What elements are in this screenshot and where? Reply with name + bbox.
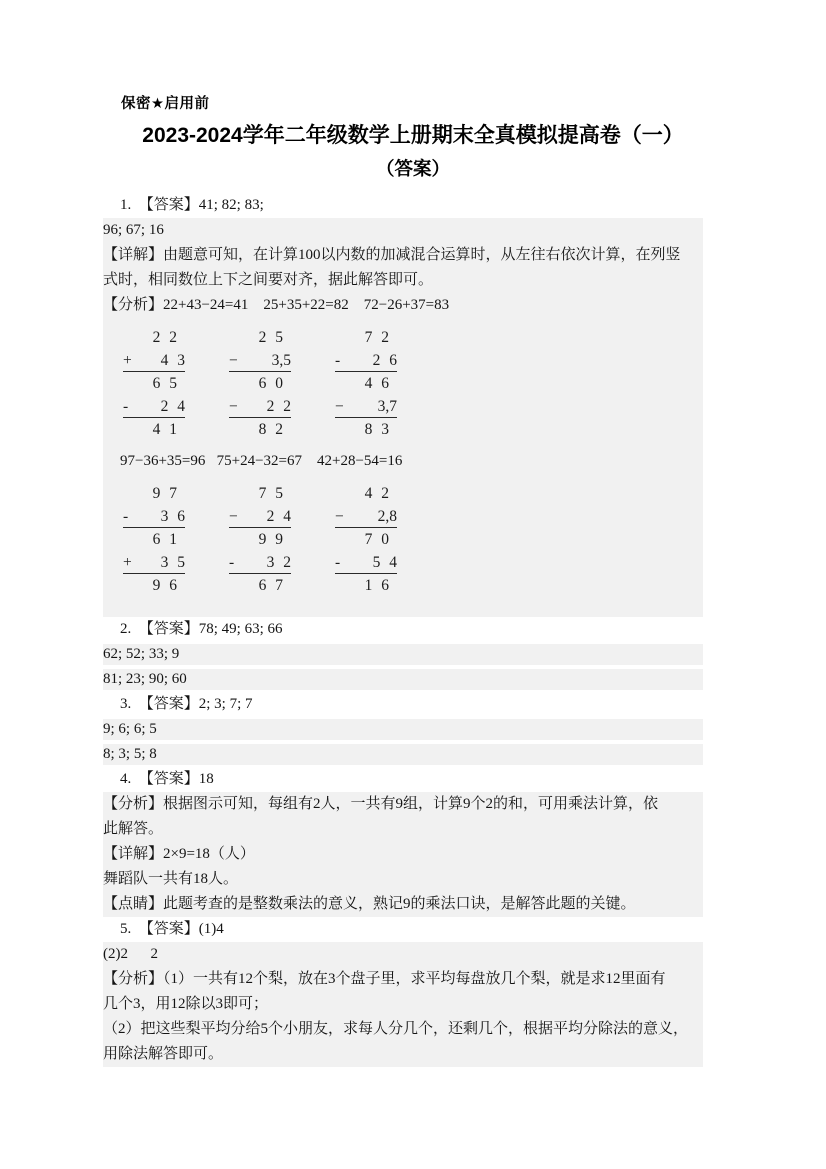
item2-answer-line: 2. 【答案】78; 49; 63; 66: [120, 621, 283, 637]
item5-answer-line: 5. 【答案】(1)4: [120, 921, 224, 937]
operator-sign: +: [123, 554, 132, 571]
calc-subtotal: 6 5: [152, 375, 177, 392]
vertical-calculation-2: [229, 326, 291, 441]
vertical-calculation-6: [335, 482, 397, 597]
calc-top: 4 2: [364, 485, 389, 502]
calc-subtotal: 6 0: [258, 375, 283, 392]
item3-answer-row2: 9; 6; 6; 5: [103, 717, 703, 742]
calc-result: 9 6: [152, 577, 177, 594]
vertical-calculation-5: [229, 482, 291, 597]
calc-operand: 2 4: [160, 398, 185, 415]
calc-result: 1 6: [364, 577, 389, 594]
item1-vertical-calc-block-1: [123, 326, 703, 441]
item1-detail-line1: 【详解】由题意可知，在计算100以内数的加减混合运算时，从左往右依次计算，在列竖: [103, 247, 681, 263]
calc-result: 4 1: [152, 421, 177, 438]
item5-explanation-block: [103, 942, 703, 1067]
operator-sign: −: [229, 352, 238, 369]
calc-operand: 2 4: [266, 508, 291, 525]
item5-analysis-line1: 【分析】（1）一共有12个梨，放在3个盘子里，求平均每盘放几个梨，就是求12里面有: [103, 971, 666, 987]
calc-subtotal: 7 0: [364, 531, 389, 548]
page-subtitle: （答案）: [375, 158, 450, 179]
item2-answer-row3: 81; 23; 90; 60: [103, 667, 703, 692]
item3-answer-row3: 8; 3; 5; 8: [103, 742, 703, 767]
calc-top: 2 5: [258, 329, 283, 346]
operator-sign: -: [335, 554, 341, 571]
operator-sign: -: [335, 352, 341, 369]
item1-vertical-calc-block-2: [123, 482, 703, 597]
operator-sign: -: [229, 554, 235, 571]
item4-note-line: 【点睛】此题考查的是整数乘法的意义，熟记9的乘法口诀，是解答此题的关键。: [103, 896, 636, 912]
item1-answer-line: 1. 【答案】41; 82; 83;: [120, 197, 264, 213]
item5-analysis-line4: 用除法解答即可。: [103, 1046, 224, 1062]
calc-result: 8 2: [258, 421, 283, 438]
calc-operand: 3 6: [160, 508, 185, 525]
calc-operand: 2 2: [266, 398, 291, 415]
security-notice: 保密★启用前: [121, 96, 210, 112]
calc-top: 7 2: [364, 329, 389, 346]
operator-sign: −: [229, 508, 238, 525]
calc-operand: 3,7: [377, 398, 397, 415]
item2-answer-row2: 62; 52; 33; 9: [103, 642, 703, 667]
calc-subtotal: 4 6: [364, 375, 389, 392]
item5-answer-continued: (2)2 2: [103, 946, 158, 962]
operator-sign: -: [123, 398, 129, 415]
calc-subtotal: 6 1: [152, 531, 177, 548]
item5-analysis-line2: 几个3，用12除以3即可；: [103, 996, 269, 1012]
item5-analysis-line3: （2）把这些梨平均分给5个小朋友，求每人分几个，还剩几个，根据平均分除法的意义，: [103, 1021, 689, 1037]
calc-operand: 3 5: [160, 554, 185, 571]
calc-operand: 2 6: [372, 352, 397, 369]
calc-result: 8 3: [364, 421, 389, 438]
answers-content: [103, 193, 703, 1067]
item1-analysis-equations: 【分析】22+43−24=41 25+35+22=82 72−26+37=83: [103, 297, 450, 313]
item4-detail-line: 【详解】2×9=18（人）: [103, 846, 255, 862]
calc-top: 2 2: [152, 329, 177, 346]
operator-sign: +: [123, 352, 132, 369]
operator-sign: −: [335, 398, 344, 415]
calc-top: 7 5: [258, 485, 283, 502]
item4-answer-line: 4. 【答案】18: [120, 771, 214, 787]
calc-result: 6 7: [258, 577, 283, 594]
calc-subtotal: 9 9: [258, 531, 283, 548]
calc-operand: 3,5: [271, 352, 291, 369]
item1-equations-line2: 97−36+35=96 75+24−32=67 42+28−54=16: [120, 453, 403, 469]
item4-conclusion-line: 舞蹈队一共有18人。: [103, 871, 239, 887]
calc-operand: 3 2: [266, 554, 291, 571]
vertical-calculation-1: [123, 326, 185, 441]
operator-sign: −: [335, 508, 344, 525]
operator-sign: −: [229, 398, 238, 415]
calc-operand: 4 3: [160, 352, 185, 369]
item1-answer-continued: 96; 67; 16: [103, 222, 164, 238]
item4-analysis-line2: 此解答。: [103, 821, 164, 837]
calc-operand: 5 4: [372, 554, 397, 571]
item3-answer-line: 3. 【答案】2; 3; 7; 7: [120, 696, 253, 712]
page-title: 2023-2024学年二年级数学上册期末全真模拟提高卷（一）: [142, 124, 684, 147]
item4-explanation-block: [103, 792, 703, 917]
operator-sign: -: [123, 508, 129, 525]
item1-detail-line2: 式时，相同数位上下之间要对齐，据此解答即可。: [103, 272, 434, 288]
vertical-calculation-4: [123, 482, 185, 597]
calc-top: 9 7: [152, 485, 177, 502]
vertical-calculation-3: [335, 326, 397, 441]
item4-analysis-line1: 【分析】根据图示可知，每组有2人，一共有9组，计算9个2的和，可用乘法计算，依: [103, 796, 659, 812]
calc-operand: 2,8: [377, 508, 397, 525]
item1-explanation-block: [103, 218, 703, 617]
